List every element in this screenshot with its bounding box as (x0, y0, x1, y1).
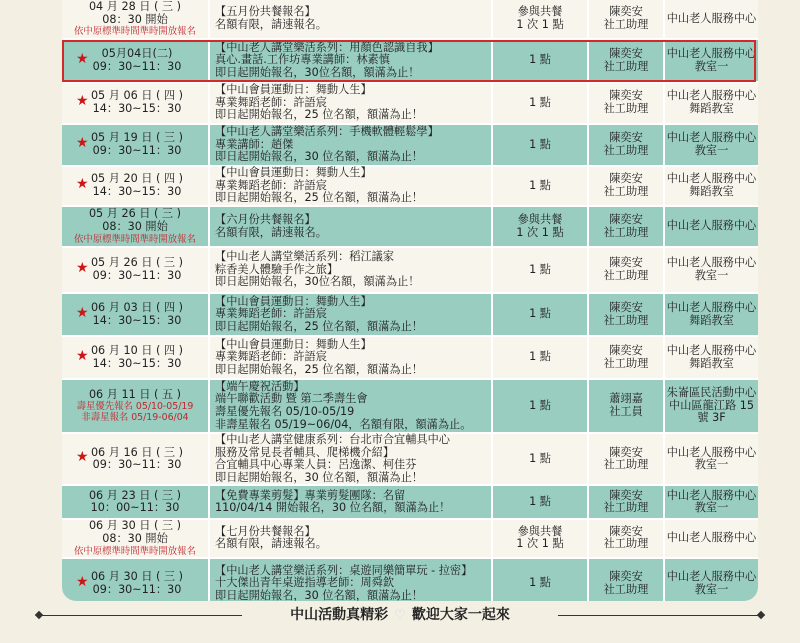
points-line: 1 點 (529, 53, 551, 67)
event-date: 06 月 23 日 ( 三 ) (88, 488, 182, 502)
location-line: 中山老人服務中心 (666, 569, 757, 583)
event-time: 09：30~11：30 (92, 144, 182, 157)
location-cell (665, 40, 758, 83)
staff-line: 社工助理 (603, 225, 649, 239)
date-cell (62, 337, 210, 380)
event-date: 06 月 10 日 ( 四 ) (90, 343, 184, 357)
points-line: 1 點 (529, 178, 551, 192)
description-line: 【端午慶祝活動】 (215, 379, 305, 393)
event-time: 10：00~11：30 (90, 501, 180, 515)
staff-line: 社工助理 (603, 185, 649, 198)
star-icon: ★ (76, 573, 89, 590)
event-date: 05 月 26 日 ( 三 ) (88, 207, 182, 221)
description-line: 【七月份共餐報名】 (215, 524, 316, 538)
date-cell (62, 83, 210, 125)
staff-line: 陳奕安 (609, 212, 643, 226)
event-time: 08：30 開始 (102, 220, 168, 233)
star-icon: ★ (76, 50, 89, 67)
points-line: 參與共餐 (517, 524, 563, 538)
location-cell (665, 167, 758, 207)
description-line: 【中山老人講堂健康系列：台北市合宜輔具中心 (215, 433, 450, 446)
event-time: 14：30~15：30 (92, 313, 182, 327)
description-line: 專業舞蹈老師：許語宸 (215, 307, 327, 321)
description-line: 【六月份共餐報名】 (215, 212, 316, 226)
staff-cell (589, 167, 665, 207)
location-cell (665, 520, 758, 558)
description-line: 【五月份共餐報名】 (215, 5, 316, 19)
date-cell (62, 207, 210, 248)
footer-text (30, 603, 770, 628)
description-cell (210, 83, 493, 125)
location-line: 中山老人服務中心 (666, 89, 757, 103)
description-cell (210, 167, 493, 207)
event-time: 09：30~11：30 (92, 59, 182, 73)
location-line: 舞蹈教室 (689, 356, 734, 370)
description-cell (210, 294, 493, 337)
location-line: 舞蹈教室 (689, 185, 734, 198)
description-cell (210, 337, 493, 380)
points-cell (493, 83, 589, 125)
points-cell (493, 0, 589, 40)
star-icon: ★ (76, 93, 89, 109)
description-line: 專業舞蹈老師：許語宸 (215, 350, 327, 364)
event-note: 依中原標準時間準時開放報名 (74, 26, 196, 38)
event-time: 14：30~15：30 (92, 102, 182, 115)
description-line: 【中山會員運動日：舞動人生】 (215, 166, 372, 180)
location-line: 中山老人服務中心 (666, 531, 757, 545)
description-line: 專業舞蹈老師：許語宸 (215, 178, 327, 192)
location-line: 朱崙區民活動中心 (666, 386, 757, 400)
star-icon: ★ (76, 176, 89, 192)
staff-line: 社工助理 (603, 18, 649, 31)
description-cell (210, 380, 493, 434)
event-date: 06 月 16 日 ( 三 ) (90, 445, 184, 459)
event-time: 14：30~15：30 (92, 356, 182, 370)
staff-line: 陳奕安 (609, 256, 643, 270)
table-row (62, 380, 758, 434)
location-line: 教室一 (694, 59, 729, 73)
location-line: 教室一 (694, 501, 729, 515)
location-line: 中山老人服務中心 (666, 300, 757, 314)
points-line: 1 點 (529, 307, 551, 321)
points-line: 1 次 1 點 (516, 18, 564, 31)
date-cell (62, 380, 210, 434)
event-date: 05月04日(二) (101, 46, 173, 60)
star-icon: ★ (76, 135, 89, 151)
location-line: 中山老人服務中心 (666, 131, 757, 145)
staff-cell (589, 83, 665, 125)
description-line: 壽星優先報名 05/10-05/19 (215, 405, 355, 418)
description-cell (210, 40, 493, 83)
table-row (62, 486, 758, 520)
location-cell (665, 380, 758, 434)
location-line: 中山老人服務中心 (666, 256, 757, 270)
event-note: 依中原標準時間準時開放報名 (74, 545, 196, 557)
location-line: 中山老人服務中心 (666, 219, 757, 233)
table-row (62, 520, 758, 558)
description-cell (210, 559, 493, 601)
staff-line: 陳奕安 (609, 46, 643, 60)
description-line: 即日起開始報名，25 位名額，額滿為止！ (215, 319, 423, 333)
description-line: 即日起開始報名，30位名額，額滿為止！ (215, 65, 420, 79)
location-line: 中山老人服務中心 (666, 343, 757, 357)
points-cell (493, 520, 589, 558)
staff-line: 社工助理 (603, 59, 649, 73)
date-cell (62, 40, 210, 83)
footer-right-text: 歡迎大家一起來 (411, 607, 510, 623)
event-time: 08：30 開始 (102, 12, 168, 26)
footer-banner (30, 603, 770, 629)
location-line: 舞蹈教室 (689, 102, 734, 115)
event-note: 依中原標準時間準時開放報名 (74, 233, 196, 245)
staff-cell (589, 0, 665, 40)
description-cell (210, 125, 493, 167)
location-line: 中山老人服務中心 (666, 488, 757, 502)
star-icon: ★ (76, 260, 89, 276)
location-cell (665, 83, 758, 125)
staff-cell (589, 380, 665, 434)
location-line: 舞蹈教室 (689, 313, 734, 327)
date-cell (62, 125, 210, 167)
event-time: 09：30~11：30 (92, 458, 182, 472)
description-cell (210, 520, 493, 558)
description-line: 名額有限，請速報名。 (215, 537, 327, 551)
star-icon: ★ (76, 449, 89, 466)
staff-line: 陳奕安 (609, 172, 643, 186)
staff-cell (589, 40, 665, 83)
event-note-2: 非壽星報名 05/19-06/04 (81, 412, 189, 424)
event-date: 06 月 30 日 ( 三 ) (90, 569, 184, 583)
points-line: 參與共餐 (517, 5, 563, 19)
location-cell (665, 434, 758, 486)
table-row (62, 337, 758, 380)
description-line: 【中山老人講堂樂活系列：用顏色認識自我】 (215, 40, 439, 54)
location-line: 中山老人服務中心 (666, 11, 757, 25)
location-line: 中山老人服務中心 (666, 445, 757, 459)
description-line: 110/04/14 開始報名，30 位名額，額滿為止！ (215, 501, 451, 515)
event-time: 14：30~15：30 (92, 185, 182, 198)
points-cell (493, 380, 589, 434)
event-date: 05 月 26 日 ( 三 ) (90, 256, 184, 270)
footer-left-text: 中山活動真精彩 (290, 607, 389, 623)
points-line: 1 點 (529, 576, 551, 590)
description-line: 專業舞蹈老師：許語宸 (215, 95, 327, 109)
points-cell (493, 40, 589, 83)
staff-line: 社工助理 (603, 144, 649, 157)
event-date: 06 月 03 日 ( 四 ) (90, 300, 184, 314)
location-line: 教室一 (694, 458, 729, 472)
description-line: 【中山老人講堂樂活系列：手機軟體輕鬆學】 (215, 125, 439, 139)
description-cell (210, 248, 493, 294)
description-line: 名額有限，請速報名。 (215, 18, 327, 31)
points-cell (493, 125, 589, 167)
points-line: 1 次 1 點 (516, 225, 564, 239)
location-cell (665, 125, 758, 167)
staff-line: 社工助理 (603, 501, 649, 515)
table-row (62, 40, 758, 83)
description-line: 【中山會員運動日：舞動人生】 (215, 294, 372, 308)
description-line: 合宜輔具中心專業人員：呂逸潔、柯佳芬 (215, 458, 417, 472)
staff-line: 社工助理 (603, 458, 649, 472)
date-cell (62, 434, 210, 486)
points-cell (493, 294, 589, 337)
description-line: 即日起開始報名，25 位名額，額滿為止！ (215, 362, 423, 376)
description-line: 服務及常見長者輔具、爬梯機介紹】 (215, 445, 395, 459)
table-row (62, 248, 758, 294)
points-cell (493, 559, 589, 601)
table-row (62, 434, 758, 486)
description-line: 即日起開始報名，30 位名額，額滿為止！ (215, 470, 423, 484)
points-line: 1 點 (529, 137, 551, 151)
description-line: 【中山會員運動日：舞動人生】 (215, 337, 372, 351)
staff-line: 陳奕安 (609, 131, 643, 145)
activity-table (62, 0, 758, 601)
table-row (62, 167, 758, 207)
location-cell (665, 486, 758, 520)
date-cell (62, 486, 210, 520)
staff-cell (589, 520, 665, 558)
heart-icon: ♡ (394, 608, 406, 623)
event-date: 05 月 20 日 ( 四 ) (90, 172, 184, 186)
description-line: 【中山老人講堂樂活系列：稻江議家 (215, 250, 395, 264)
schedule-panel (62, 0, 758, 601)
staff-cell (589, 125, 665, 167)
staff-line: 陳奕安 (609, 343, 643, 357)
staff-line: 陳奕安 (609, 569, 643, 583)
description-line: 即日起開始報名，30 位名額，額滿為止！ (215, 150, 423, 164)
staff-line: 陳奕安 (609, 300, 643, 314)
points-cell (493, 434, 589, 486)
description-cell (210, 486, 493, 520)
location-cell (665, 559, 758, 601)
points-line: 1 次 1 點 (516, 537, 564, 551)
description-line: 【免費專業剪髮】專業剪髮團隊：名留 (215, 488, 406, 502)
table-row (62, 125, 758, 167)
event-note: 壽星優先報名 05/10-05/19 (76, 401, 194, 413)
points-cell (493, 167, 589, 207)
points-line: 1 點 (529, 398, 551, 412)
staff-line: 陳奕安 (609, 5, 643, 19)
location-line: 中山區龍江路 15 號 3F (669, 398, 754, 425)
points-line: 1 點 (529, 350, 551, 364)
date-cell (62, 520, 210, 558)
staff-line: 陳奕安 (609, 488, 643, 502)
location-line: 中山老人服務中心 (666, 46, 757, 60)
points-line: 1 點 (529, 451, 551, 465)
staff-line: 社工助理 (603, 269, 649, 282)
event-time: 08：30 開始 (102, 531, 168, 545)
points-line: 1 點 (529, 95, 551, 109)
description-line: 名額有限，請速報名。 (215, 225, 327, 239)
table-row (62, 0, 758, 40)
staff-line: 社工助理 (603, 102, 649, 115)
staff-cell (589, 559, 665, 601)
description-cell (210, 207, 493, 248)
points-cell (493, 248, 589, 294)
date-cell (62, 294, 210, 337)
star-icon: ★ (76, 304, 89, 321)
staff-line: 陳奕安 (609, 524, 643, 538)
location-line: 教室一 (694, 582, 729, 596)
event-date: 05 月 06 日 ( 四 ) (90, 89, 184, 103)
table-row (62, 294, 758, 337)
staff-line: 蕭翊嘉 (609, 392, 643, 406)
location-cell (665, 337, 758, 380)
description-cell (210, 0, 493, 40)
staff-line: 社工助理 (603, 356, 649, 370)
staff-line: 陳奕安 (609, 445, 643, 459)
description-line: 真心.畫話.工作坊專業講師：林素慎 (215, 53, 390, 67)
points-line: 1 點 (529, 262, 551, 276)
event-time: 09：30~11：30 (92, 269, 182, 282)
staff-cell (589, 337, 665, 380)
description-line: 【中山會員運動日：舞動人生】 (215, 83, 372, 97)
location-cell (665, 207, 758, 248)
location-cell (665, 0, 758, 40)
points-cell (493, 207, 589, 248)
star-icon: ★ (76, 347, 89, 364)
description-line: 即日起開始報名，30 位名額，額滿為止！ (215, 588, 423, 601)
description-cell (210, 434, 493, 486)
date-cell (62, 559, 210, 601)
staff-cell (589, 248, 665, 294)
date-cell (62, 248, 210, 294)
staff-cell (589, 207, 665, 248)
description-line: 十大傑出青年桌遊指導老師：周舜欽 (215, 576, 395, 590)
location-cell (665, 294, 758, 337)
location-line: 中山老人服務中心 (666, 172, 757, 186)
location-line: 教室一 (694, 144, 729, 157)
table-row (62, 207, 758, 248)
event-date: 06 月 11 日 ( 五 ) (88, 387, 182, 401)
staff-line: 社工助理 (603, 537, 649, 551)
location-line: 教室一 (694, 269, 729, 282)
description-line: 即日起開始報名，25 位名額，額滿為止！ (215, 191, 423, 205)
staff-cell (589, 294, 665, 337)
event-date: 04 月 28 日 ( 三 ) (88, 0, 182, 13)
event-date: 05 月 19 日 ( 三 ) (90, 131, 184, 145)
description-line: 即日起開始報名，25 位名額，額滿為止！ (215, 108, 423, 122)
table-row (62, 559, 758, 601)
location-cell (665, 248, 758, 294)
date-cell (62, 167, 210, 207)
points-line: 1 點 (529, 495, 551, 509)
description-line: 粽香美人體驗手作之旅】 (215, 262, 339, 276)
staff-cell (589, 486, 665, 520)
points-line: 參與共餐 (517, 212, 563, 226)
points-cell (493, 486, 589, 520)
description-line: 專業講師：趙傑 (215, 137, 294, 151)
description-line: 非壽星報名 05/19~06/04，名額有限，額滿為止。 (215, 417, 472, 431)
date-cell (62, 0, 210, 40)
staff-line: 社工助理 (603, 313, 649, 327)
description-line: 即日起開始報名，30位名額，額滿為止！ (215, 275, 420, 289)
staff-line: 社工助理 (603, 582, 649, 596)
event-time: 09：30~11：30 (92, 582, 182, 596)
description-line: 端午聯歡活動 暨 第二季壽生會 (215, 392, 368, 406)
event-date: 06 月 30 日 ( 三 ) (88, 519, 182, 533)
table-row (62, 83, 758, 125)
description-line: 【中山老人講堂樂活系列：桌遊同樂簡單玩 - 拉密】 (215, 563, 473, 577)
staff-line: 陳奕安 (609, 89, 643, 103)
points-cell (493, 337, 589, 380)
staff-line: 社工員 (609, 405, 643, 418)
staff-cell (589, 434, 665, 486)
